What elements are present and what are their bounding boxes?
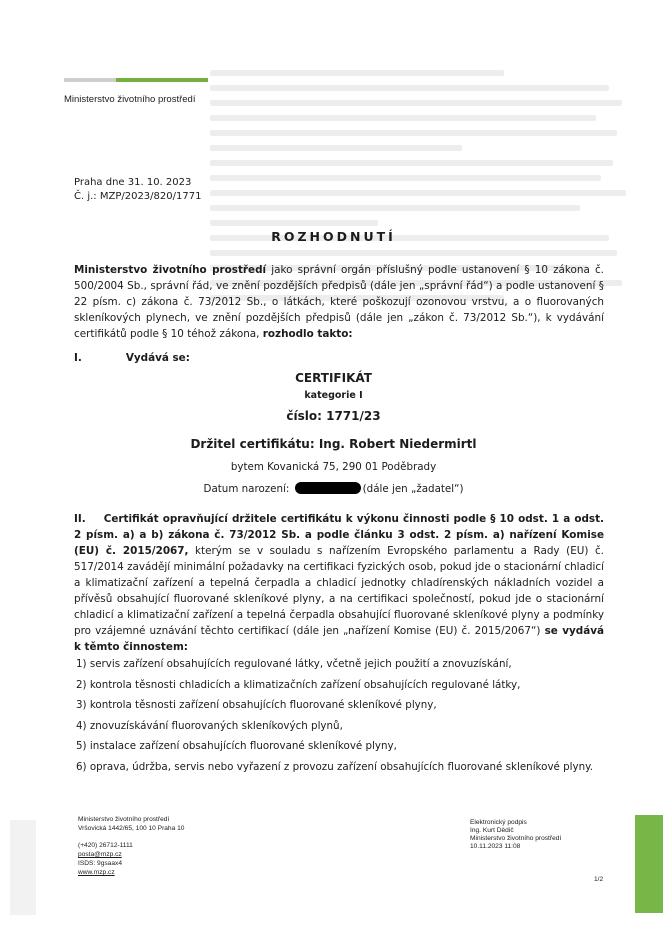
footer-address: Vršovická 1442/65, 100 10 Praha 10 — [78, 825, 185, 832]
intro-decided: rozhodlo takto: — [262, 328, 353, 340]
birth-suffix: (dále jen „žadatel“) — [362, 483, 464, 495]
section-2-bold: Certifikát opravňující držitele certifikátu k výkonu činnosti podle § 10 odst. 1 a odst. 2 písm. a) a b) zákona č. 73/2012 Sb. a podle článku 3 odst. 2 písm. a) nařízení Komise (EU) č. 2015/2067, — [74, 513, 604, 557]
header-rule-green — [116, 78, 208, 82]
section-2-text: kterým se v souladu s nařízením Evropského parlamentu a Rady (EU) č. 517/2014 zavádějí minimální požadavky na certifikaci fyzických osob, pokud jde o stacionární chladicí a klimatizační zařízení a tepelná čerpadla a chladicí jednotky chladírenských nákladních vozidel a přívěsů obsahující fluorované skleníkové plyny, a na certifikaci společností, pokud jde o stacionární chladicí a klimatizační zařízení a tepelná čerpadla obsahující fluorované skleníkové plyny a podmínky pro vzájemné uznávání těchto certifikací (dále jen „nařízení Komise (EU) č. 2015/2067“) — [74, 545, 604, 637]
header-rule-grey — [64, 78, 116, 82]
electronic-signature — [470, 819, 561, 851]
signature-title: Elektronický podpis — [470, 819, 527, 826]
edge-stripe-left — [10, 820, 36, 915]
section-1-heading — [74, 352, 190, 364]
list-item: 3) kontrola těsnosti zařízení obsahujících fluorované skleníkové plyny, — [76, 699, 437, 711]
list-item: 1) servis zařízení obsahujících regulované látky, včetně jejich použití a znovuzískání, — [76, 658, 512, 670]
section-2-paragraph — [74, 511, 604, 655]
intro-paragraph — [74, 262, 604, 342]
section-2-closing: se vydává k těmto činnostem: — [74, 625, 604, 653]
footer-web-link[interactable]: www.mzp.cz — [78, 869, 115, 876]
signature-date: 10.11.2023 11:08 — [470, 843, 521, 850]
document-meta — [74, 176, 201, 204]
certificate-word: CERTIFIKÁT — [295, 371, 372, 385]
list-item: 4) znovuzískávání fluorovaných skleníkových plynů, — [76, 719, 343, 732]
section-2-numeral: II. — [74, 513, 86, 525]
footer-email-link[interactable]: posta@mzp.cz — [78, 851, 122, 858]
intro-text: jako správní orgán příslušný podle ustanovení § 10 zákona č. 500/2004 Sb., správní řád, ve znění pozdějších předpisů (dále jen „správní řád“) a podle ustanovení § 22 písm. c) zákona č. 73/2012 Sb., o látkách, které poškozují ozonovou vrstvu, a o fluorovaných skleníkových plynech, ve znění pozdějších předpisů (dále jen „zákon č. 73/2012 Sb.“), k vydávání certifikátů podle § 10 téhož zákona, — [74, 264, 604, 340]
certificate-holder: Držitel certifikátu: Ing. Robert Niedermirtl — [190, 437, 477, 451]
holder-address: bytem Kovanická 75, 290 01 Poděbrady — [230, 461, 437, 473]
page-number: 1/2 — [594, 876, 604, 883]
footer-contact — [78, 815, 184, 877]
birth-label: Datum narození: — [203, 483, 290, 495]
certificate-number: číslo: 1771/23 — [286, 409, 381, 423]
redaction-mark — [295, 482, 361, 494]
document-title: ROZHODNUTÍ — [271, 229, 396, 244]
section-1-label: Vydává se: — [125, 352, 190, 364]
list-item: 5) instalace zařízení obsahujících fluorované skleníkové plyny, — [76, 740, 397, 752]
signer-name: Ing. Kurt Dědič — [470, 827, 514, 834]
section-1-numeral: I. — [74, 352, 82, 364]
edge-stripe-green — [635, 815, 663, 913]
place-date: Praha dne 31. 10. 2023 — [74, 177, 192, 188]
list-item: 6) oprava, údržba, servis nebo vyřazení z provozu zařízení obsahujících fluorované skleníkové plyny. — [76, 760, 594, 773]
ministry-header: Ministerstvo životního prostředí — [64, 94, 196, 105]
reference-number: Č. j.: MZP/2023/820/1771 — [74, 191, 202, 202]
footer-org: Ministerstvo životního prostředí — [78, 816, 170, 823]
list-item: 2) kontrola těsnosti chladicích a klimatizačních zařízení obsahujících regulované látky, — [76, 678, 521, 691]
intro-ministry: Ministerstvo životního prostředí — [74, 264, 267, 276]
footer-isds: ISDS: 9gsaax4 — [78, 860, 122, 867]
activity-list — [76, 656, 616, 779]
certificate-category: kategorie I — [304, 390, 363, 401]
footer-phone: (+420) 26712-1111 — [78, 842, 133, 849]
holder-birth-date — [0, 482, 667, 495]
signer-org: Ministerstvo životního prostředí — [470, 835, 562, 842]
